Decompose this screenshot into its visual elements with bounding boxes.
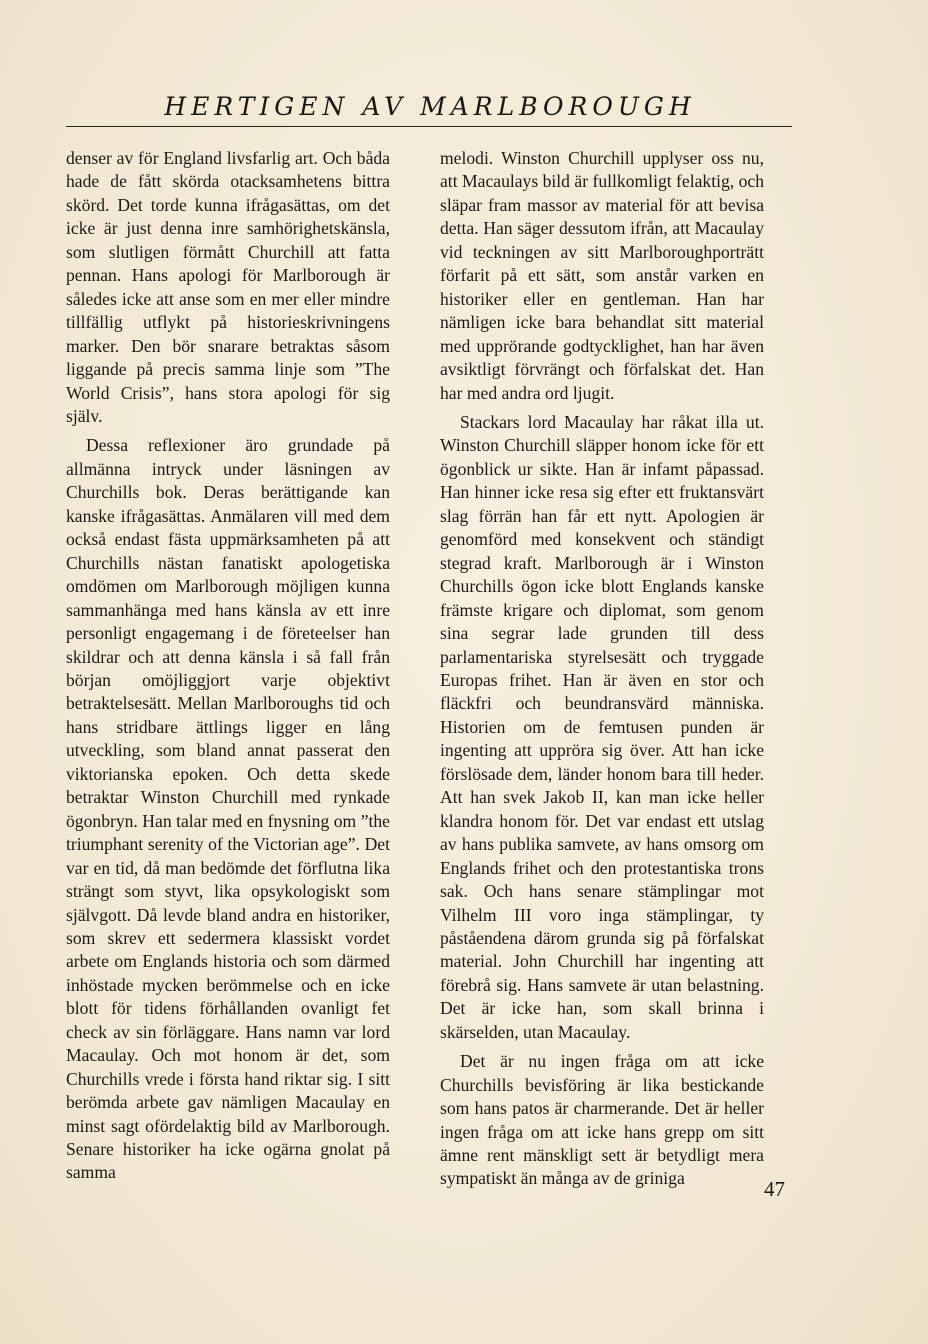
paragraph: Stackars lord Macaulay har råkat illa ut. Winston Churchill släpper honom icke för ett ögonblick ur sikte. Han är infamt påpassad. Han hinner icke resa sig efter ett fruktansvärt slag förrän han får ett nytt. Apologien är genomförd med konsekvent och ständigt stegrad kraft. Marlborough är i Winston Churchills ögon icke blott Englands kanske främste krigare och diplomat, som genom sina segrar lade grunden till dess parlamentariska styrelsesätt och tryggade Europas frihet. Han är även en stor och fläckfri och beundransvärd människa. Historien om de femtusen punden är ingenting att uppröra sig över. Att han icke förslösade dem, länder honom bara till heder. Att han svek Jakob II, kan man icke heller klandra honom för. Det var endast ett utslag av hans publika samvete, av hans omsorg om Englands frihet och den protestantiska trons sak. Och hans senare stämplingar mot Vilhelm III voro inga stämplingar, ty påståendena därom grunda sig på förfalskat material. John Churchill har ingenting att förebrå sig. Hans samvete är utan belastning. Det är icke han, som skall brinna i skärselden, utan Macaulay.	[440, 411, 764, 1042]
header-rule	[66, 126, 792, 127]
paragraph: melodi. Winston Churchill upplyser oss nu, att Macaulays bild är fullkomligt felaktig, och släpar fram massor av material för att bevisa detta. Han säger dessutom ifrån, att Macaulay vid teckningen av sitt Marlboroughporträtt förfarit på ett sätt, som anstår varken en historiker eller en gentleman. Han har nämligen icke bara behandlat sitt material med upprörande godtycklighet, han har även avsiktligt förvrängt och förfalskat det. Han har med andra ord ljugit.	[440, 148, 764, 403]
page-number: 47	[764, 1177, 785, 1201]
right-column	[440, 147, 764, 1191]
paragraph: denser av för England livsfarlig art. Och båda hade de fått skörda otacksamhetens bittra skörd. Det torde kunna ifrågasättas, om det icke är just denna inre samhörighetskänsla, som slutligen förmått Churchill att fatta pennan. Hans apologi för Marlborough är således icke att anse som en mer eller mindre tillfällig utflykt på historieskrivningens marker. Den bör snarare betraktas såsom liggande på precis samma linje som ”The World Crisis”, hans stora apologi för sig själv.	[66, 148, 390, 426]
paragraph: Det är nu ingen fråga om att icke Churchills bevisföring är lika bestickande som hans patos är charmerande. Det är heller ingen fråga om att icke hans grepp om sitt ämne rent mänskligt sett är betydligt mera sympatiskt än många av de griniga	[440, 1051, 764, 1189]
left-column	[66, 147, 390, 1185]
running-title: HERTIGEN AV MARLBOROUGH	[164, 92, 696, 121]
paragraph: Dessa reflexioner äro grundade på allmänna intryck under läsningen av Churchills bok. Deras berättigande kan kanske ifrågasättas. Anmälaren vill med dem också endast fästa uppmärksamheten på att Churchills nästan fanatiskt apologetiska omdömen om Marlborough möjligen kunna sammanhänga med hans känsla av ett inre personligt engagemang i de företeelser han skildrar och att denna känsla i så fall från början omöjliggjort varje objektivt betraktelsesätt. Mellan Marlboroughs tid och hans stridbare ättlings ligger en lång utveckling, som bland annat passerat den viktorianska epoken. Och detta skede betraktar Winston Churchill med rynkade ögonbryn. Han talar med en fnysning om ”the triumphant serenity of the Victorian age”. Det var en tid, då man bedömde det förflutna lika strängt som styvt, lika opsykologiskt som självgott. Då levde bland andra en historiker, som skrev ett sedermera klassiskt vordet arbete om Englands historia och som därmed inhöstade mycken berömmelse och en icke blott för tidens förhållanden ovanligt fet check av sin förläggare. Hans namn var lord Macaulay. Och mot honom är det, som Churchills vrede i första hand riktar sig. I sitt berömda arbete gav nämligen Macaulay en minst sagt ofördelaktig bild av Marlborough. Senare historiker ha icke ogärna gnolat på samma	[66, 435, 390, 1183]
